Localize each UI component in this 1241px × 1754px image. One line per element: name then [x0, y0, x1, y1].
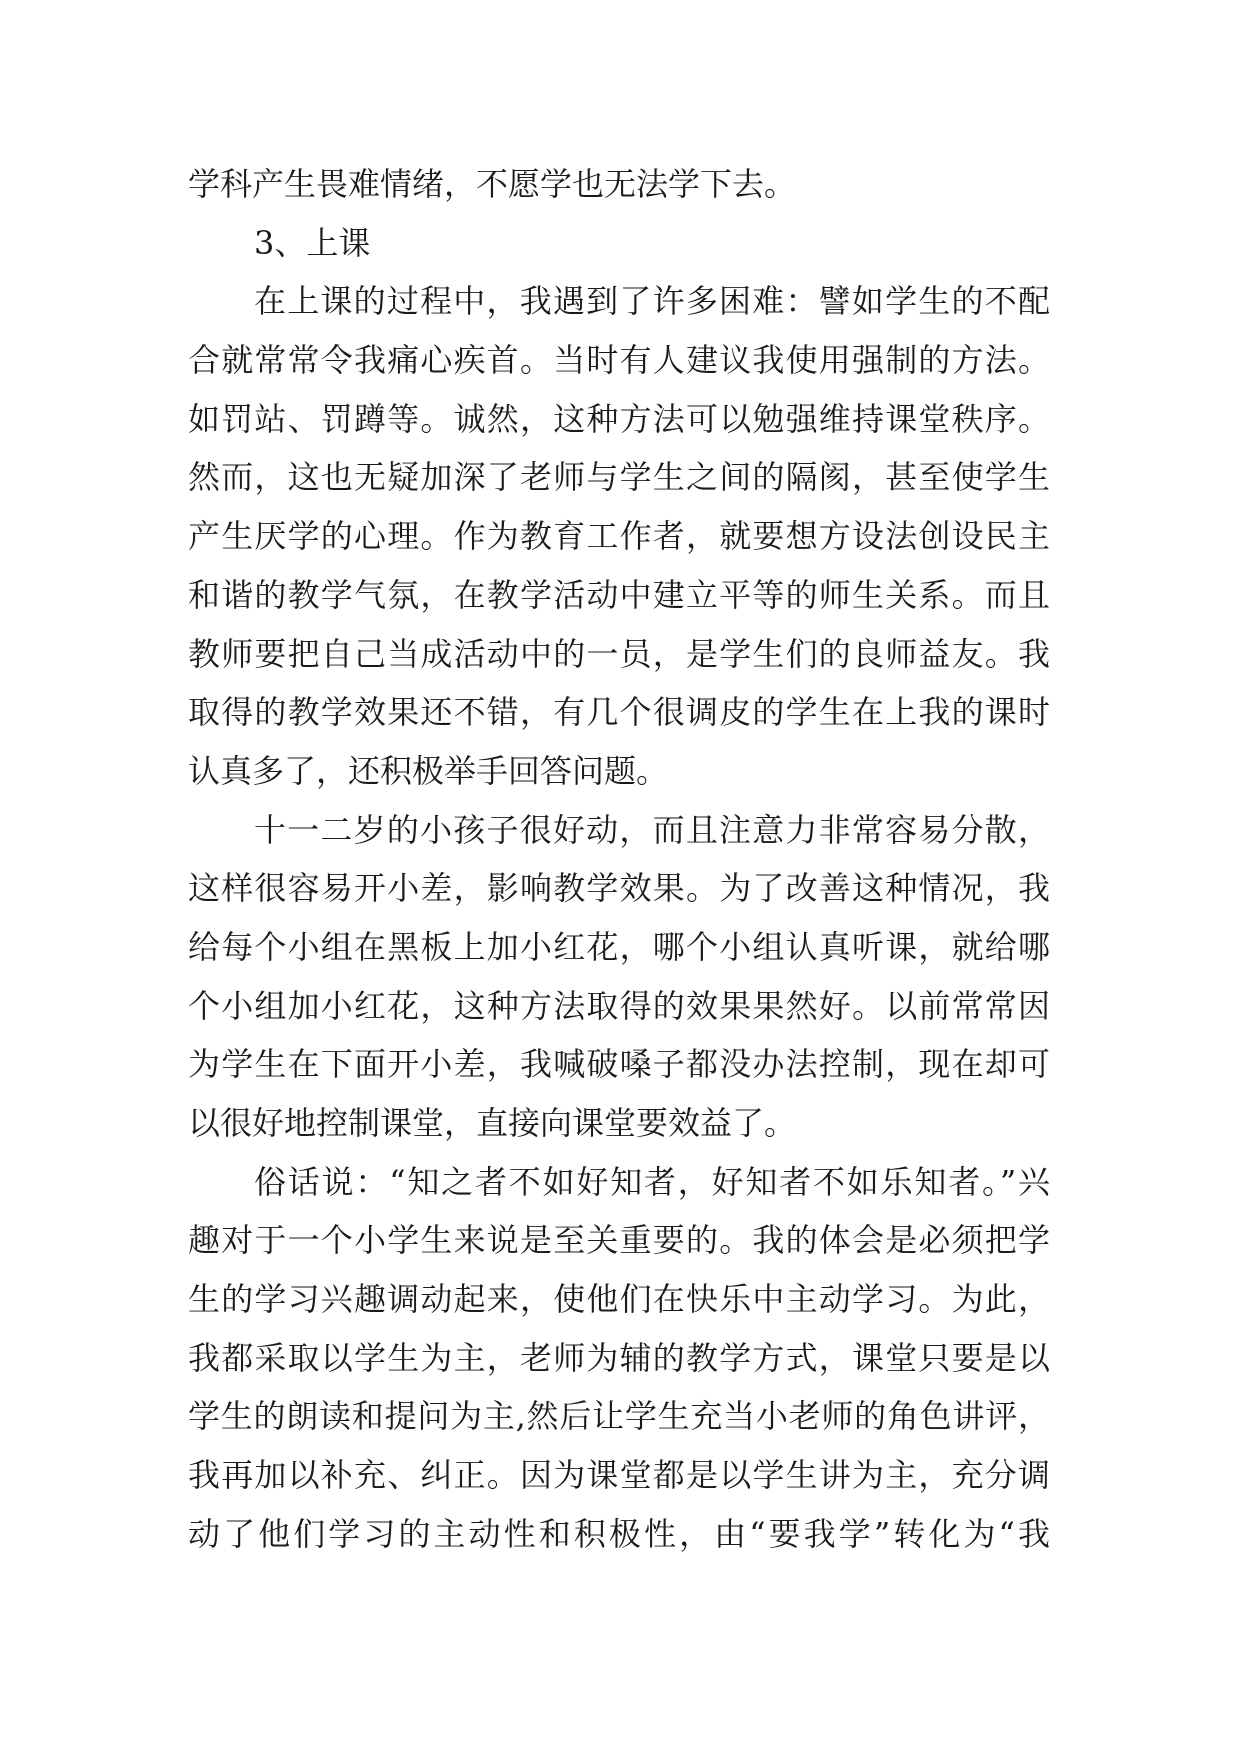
text-line: 十一二岁的小孩子很好动，而且注意力非常容易分散，: [254, 810, 1050, 849]
text-line: 我都采取以学生为主，老师为辅的教学方式，课堂只要是以: [188, 1338, 1050, 1377]
text-line: 然而，这也无疑加深了老师与学生之间的隔阂，甚至使学生: [188, 458, 1050, 497]
text-line: 和谐的教学气氛，在教学活动中建立平等的师生关系。而且: [188, 575, 1050, 614]
document-body: [188, 155, 1050, 1564]
text-line: 给每个小组在黑板上加小红花，哪个小组认真听课，就给哪: [188, 927, 1050, 966]
text-line: 学科产生畏难情绪，不愿学也无法学下去。: [188, 165, 797, 203]
text-line: 在上课的过程中，我遇到了许多困难：譬如学生的不配: [254, 282, 1050, 321]
text-line: 教师要把自己当成活动中的一员，是学生们的良师益友。我: [188, 634, 1050, 673]
section-heading: 3、上课: [254, 223, 371, 262]
text-line: 如罚站、罚蹲等。诚然，这种方法可以勉强维持课堂秩序。: [188, 399, 1050, 438]
text-line: 这样很容易开小差，影响教学效果。为了改善这种情况，我: [188, 869, 1050, 908]
text-line: 趣对于一个小学生来说是至关重要的。我的体会是必须把学: [188, 1221, 1050, 1260]
text-line: 生的学习兴趣调动起来，使他们在快乐中主动学习。为此，: [188, 1280, 1050, 1319]
text-line: 我再加以补充、纠正。因为课堂都是以学生讲为主，充分调: [188, 1456, 1050, 1495]
text-line: 产生厌学的心理。作为教育工作者，就要想方设法创设民主: [188, 517, 1050, 556]
text-line: 个小组加小红花，这种方法取得的效果果然好。以前常常因: [188, 986, 1050, 1025]
text-line: 动了他们学习的主动性和积极性，由“要我学”转化为“我: [188, 1514, 1050, 1553]
text-line: 以很好地控制课堂，直接向课堂要效益了。: [188, 1104, 797, 1142]
text-line: 认真多了，还积极举手回答问题。: [188, 751, 669, 790]
text-line: 俗话说：“知之者不如好知者，好知者不如乐知者。”兴: [254, 1162, 1050, 1201]
text-line: 合就常常令我痛心疾首。当时有人建议我使用强制的方法。: [188, 341, 1050, 380]
text-line: 学生的朗读和提问为主,然后让学生充当小老师的角色讲评，: [188, 1397, 1050, 1436]
text-line: 为学生在下面开小差，我喊破嗓子都没办法控制，现在却可: [188, 1045, 1050, 1084]
text-line: 取得的教学效果还不错，有几个很调皮的学生在上我的课时: [188, 693, 1050, 732]
